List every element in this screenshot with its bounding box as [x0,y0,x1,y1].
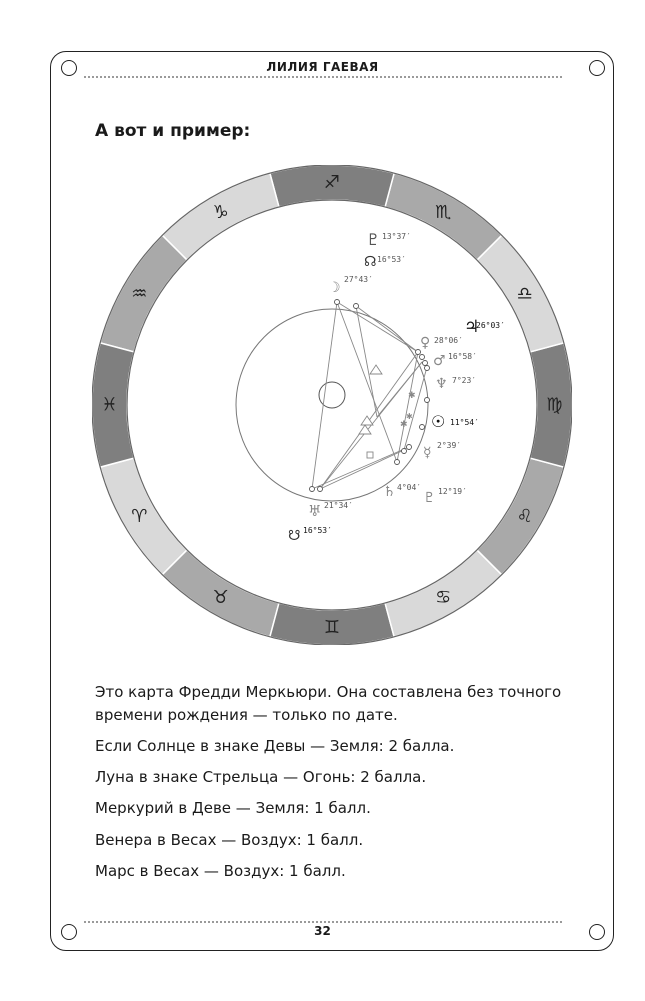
virgo-icon: ♍︎ [546,394,563,416]
section-heading: А вот и пример: [95,121,251,141]
sun-icon: ☉ [431,412,446,431]
capricorn-icon: ♑︎ [212,201,229,223]
libra-icon: ♎︎ [516,283,533,305]
saturn-icon: ♄ [383,484,396,500]
aquarius-icon: ♒︎ [131,283,148,305]
sun-degree: 11°54′ [450,418,479,427]
paragraph-sun: Если Солнце в знаке Девы — Земля: 2 балла. [95,737,455,755]
paragraph-mars: Марс в Весах — Воздух: 1 балл. [95,862,346,880]
venus-degree: 28°06′ [434,336,463,345]
taurus-icon: ♉︎ [212,587,229,609]
natal-chart [92,165,572,645]
jupiter-degree: 26°03′ [476,321,505,330]
paragraph-mercury: Меркурий в Деве — Земля: 1 балл. [95,799,371,817]
sagittarius-icon: ♐︎ [323,172,341,193]
saturn-degree: 4°04′ [397,483,422,492]
paragraph-intro: Это карта Фредди Меркьюри. Она составлена без точного времени рождения — только по дате. [95,683,562,724]
paragraph-venus: Венера в Весах — Воздух: 1 балл. [95,831,364,849]
node-south-degree: 16°53′ [303,526,332,535]
mercury-icon: ☿ [423,445,432,461]
moon-degree: 27°43′ [344,275,373,284]
moon-icon: ☽ [328,280,341,296]
uranus-degree: 21°34′ [324,501,353,510]
leo-icon: ♌︎ [516,505,533,527]
pisces-icon: ♓︎ [101,394,118,416]
svg-text:✱: ✱ [406,412,413,421]
svg-text:✱: ✱ [400,420,408,430]
cancer-icon: ♋︎ [435,587,452,609]
svg-text:✱: ✱ [408,391,416,401]
pluto2-icon: ♇ [423,490,436,506]
neptune-icon: ♆ [435,376,448,392]
scorpio-icon: ♏︎ [435,201,452,223]
venus-icon: ♀ [420,335,431,351]
gemini-icon: ♊︎ [323,617,341,638]
paragraph-moon: Луна в знаке Стрельца — Огонь: 2 балла. [95,768,427,786]
aries-icon: ♈︎ [131,505,148,527]
uranus-icon: ♅ [308,502,322,520]
mercury-degree: 2°39′ [437,441,462,450]
pluto2-degree: 12°19′ [438,487,467,496]
footer-dotted-rule [84,921,562,923]
south-node-icon: ☋ [288,528,301,544]
running-header: ЛИЛИЯ ГАЕВАЯ [266,60,379,74]
north-node-icon: ☊ [364,254,377,270]
pluto-degree: 13°37′ [382,232,411,241]
mars-icon: ♂ [433,353,446,369]
pluto-icon: ♇ [366,230,381,249]
page-number: 32 [314,924,331,938]
node-north-degree: 16°53′ [377,255,406,264]
mars-degree: 16°58′ [448,352,477,361]
header-dotted-rule [84,76,562,78]
neptune-degree: 7°23′ [452,376,477,385]
jupiter-icon: ♃ [464,317,480,337]
